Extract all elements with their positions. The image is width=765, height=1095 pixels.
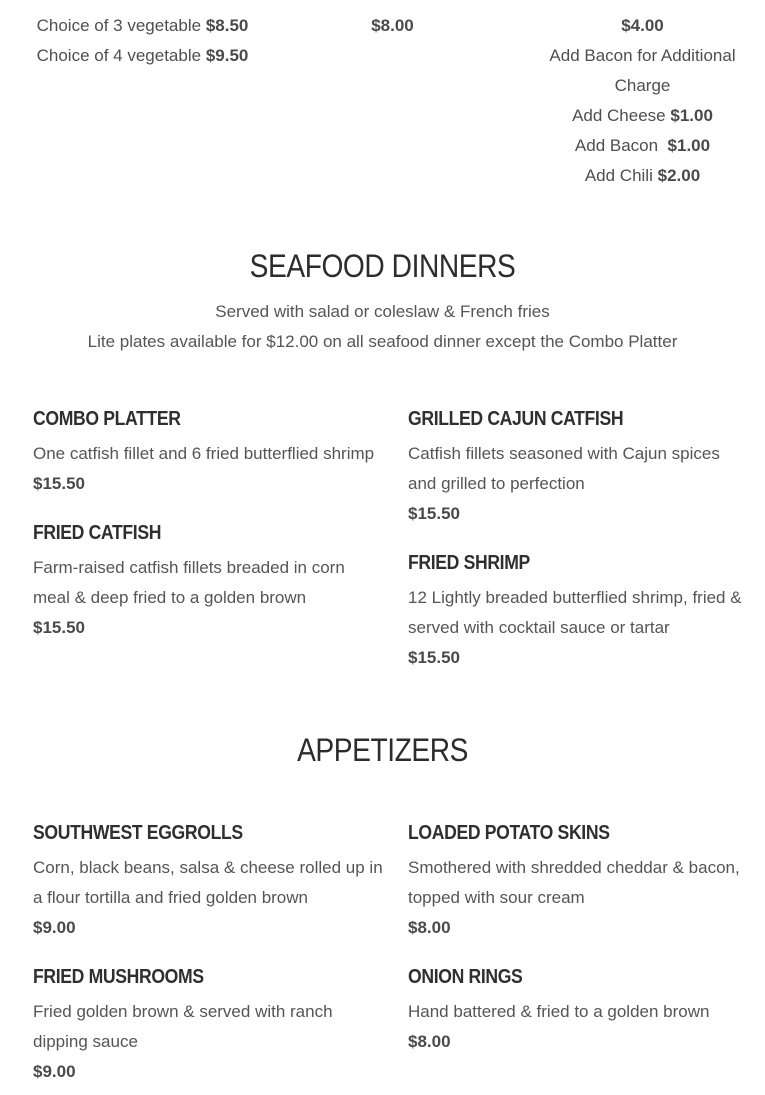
menu-item-fried-shrimp <box>408 549 743 673</box>
seafood-subtitle-lite: Lite plates available for $12.00 on all seafood dinner except the Combo Platter <box>87 332 678 351</box>
item-name: LOADED POTATO SKINS <box>408 822 610 844</box>
item-description: Fried golden brown & served with ranch dipping sauce <box>33 1002 333 1051</box>
item-name: FRIED MUSHROOMS <box>33 966 204 988</box>
item-description: Hand battered & fried to a golden brown <box>408 1002 710 1021</box>
item-description: Catfish fillets seasoned with Cajun spices and grilled to perfection <box>408 444 720 493</box>
menu-item-combo-platter <box>33 405 383 499</box>
top-column-right <box>520 11 765 191</box>
item-name: SOUTHWEST EGGROLLS <box>33 822 243 844</box>
menu-item-grilled-cajun-catfish <box>408 405 743 529</box>
menu-item-loaded-potato-skins <box>408 819 743 943</box>
item-name: FRIED CATFISH <box>33 522 162 544</box>
item-price: $15.50 <box>408 504 460 523</box>
clipped-bottom-heading <box>0 1075 765 1095</box>
menu-item-onion-rings <box>408 963 743 1057</box>
price: $8.00 <box>371 16 414 35</box>
item-name: COMBO PLATTER <box>33 408 181 430</box>
bacon-note: Add Bacon for Additional <box>549 46 736 65</box>
menu-item-fried-catfish <box>33 519 383 643</box>
choice-3-vegetable-line: Choice of 3 vegetable $8.50 <box>36 16 249 35</box>
menu-item-fried-mushrooms <box>33 963 383 1087</box>
appetizers-section-title: APPETIZERS <box>297 732 468 768</box>
item-price: $15.50 <box>33 618 85 637</box>
bacon-note-cont: Charge <box>614 76 671 95</box>
addon-cheese: Add Cheese $1.00 <box>572 106 713 125</box>
item-name: GRILLED CAJUN CATFISH <box>408 408 624 430</box>
item-description: 12 Lightly breaded butterflied shrimp, fried & served with cocktail sauce or tartar <box>408 588 742 637</box>
item-price: $8.00 <box>408 1032 451 1051</box>
item-description: Smothered with shredded cheddar & bacon, topped with sour cream <box>408 858 740 907</box>
item-price: $9.00 <box>33 1062 76 1081</box>
item-description: Corn, black beans, salsa & cheese rolled up in a flour tortilla and fried golden brown <box>33 858 383 907</box>
seafood-subtitle: Served with salad or coleslaw & French fries <box>215 302 550 321</box>
price: $8.50 <box>205 16 249 35</box>
addon-bacon: Add Bacon $1.00 <box>574 136 711 155</box>
item-price: $15.50 <box>408 648 460 667</box>
price: $2.00 <box>657 166 701 185</box>
item-name: ONION RINGS <box>408 966 523 988</box>
price: $4.00 <box>621 16 664 35</box>
choice-4-vegetable-line: Choice of 4 vegetable $9.50 <box>36 46 249 65</box>
price: $1.00 <box>670 106 713 125</box>
top-column-middle <box>270 11 515 41</box>
item-price: $15.50 <box>33 474 85 493</box>
item-description: Farm-raised catfish fillets breaded in corn meal & deep fried to a golden brown <box>33 558 345 607</box>
item-price: $9.00 <box>33 918 76 937</box>
addon-chili: Add Chili $2.00 <box>584 166 701 185</box>
seafood-section-title: SEAFOOD DINNERS <box>249 248 516 284</box>
clipped-top-headings <box>0 0 765 11</box>
price: $9.50 <box>205 46 249 65</box>
item-description: One catfish fillet and 6 fried butterflied shrimp <box>33 444 375 463</box>
top-column-left <box>20 11 265 71</box>
price: $1.00 <box>667 136 711 155</box>
menu-item-southwest-eggrolls <box>33 819 383 943</box>
item-price: $8.00 <box>408 918 451 937</box>
item-name: FRIED SHRIMP <box>408 552 530 574</box>
